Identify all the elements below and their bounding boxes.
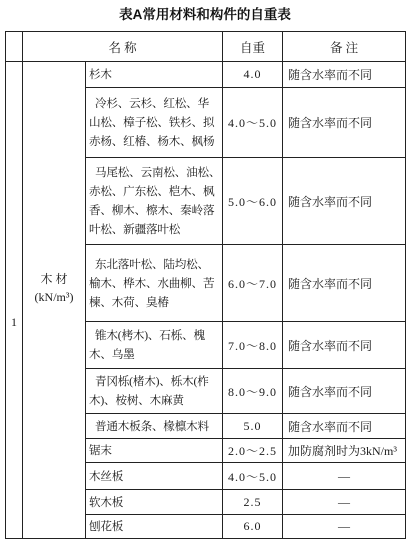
header-weight: 自重 xyxy=(240,40,266,55)
self-weight-value: 5.0 xyxy=(243,418,262,433)
self-weight-value: 8.0～9.0 xyxy=(228,384,278,399)
self-weight-cell xyxy=(223,88,283,158)
self-weight-cell xyxy=(223,414,283,439)
material-name-line: 赤杨、红椿、杨木、枫杨 xyxy=(89,135,215,148)
remark-cell xyxy=(283,158,406,245)
material-name-line: 楝、木荷、臭椿 xyxy=(89,295,169,309)
self-weight-value: 2.0～2.5 xyxy=(228,444,278,458)
material-name-cell xyxy=(86,463,223,490)
material-name-line: 刨花板 xyxy=(89,520,124,533)
remark-text: 随含水率而不同 xyxy=(288,116,373,130)
self-weight-cell xyxy=(223,369,283,414)
material-row xyxy=(6,62,406,88)
material-name-line: 软木板 xyxy=(89,495,124,509)
header-name: 名 称 xyxy=(108,40,137,55)
self-weight-value: 4.0～5.0 xyxy=(228,469,278,484)
remark-cell xyxy=(283,62,406,88)
header-remark: 备 注 xyxy=(329,40,359,55)
material-name-line: 榆木、桦木、水曲柳、苦 xyxy=(89,276,215,290)
remark-text: — xyxy=(338,494,351,509)
header-remark-cell xyxy=(283,32,406,62)
self-weight-cell xyxy=(223,439,283,463)
remark-cell xyxy=(283,414,406,439)
item-number-cell xyxy=(6,62,23,539)
material-name-cell xyxy=(86,490,223,515)
material-name-line: 普通木板条、椽檩木料 xyxy=(95,419,209,433)
material-name-line: 山松、樟子松、铁杉、拟 xyxy=(89,116,215,129)
remark-text: 随含水率而不同 xyxy=(288,68,373,82)
self-weight-cell xyxy=(223,245,283,322)
self-weight-value: 5.0～6.0 xyxy=(228,194,278,209)
remark-cell xyxy=(283,439,406,463)
category-unit: (kN/m³) xyxy=(34,289,74,304)
remark-cell xyxy=(283,369,406,414)
self-weight-value: 4.0 xyxy=(243,67,262,81)
material-name-line: 木丝板 xyxy=(89,469,124,483)
remark-text: 随含水率而不同 xyxy=(288,338,373,353)
remark-cell xyxy=(283,463,406,490)
self-weight-value: 2.5 xyxy=(243,494,262,509)
self-weight-cell xyxy=(223,463,283,490)
material-name-cell xyxy=(86,515,223,539)
item-number: 1 xyxy=(11,315,17,329)
remark-cell xyxy=(283,88,406,158)
self-weight-value: 6.0 xyxy=(243,519,262,533)
remark-text: — xyxy=(338,519,351,533)
material-name-line: 木)、桉树、木麻黄 xyxy=(89,394,184,407)
header-name-cell xyxy=(23,32,223,62)
header-row xyxy=(6,32,406,62)
remark-cell xyxy=(283,515,406,539)
remark-text: 随含水率而不同 xyxy=(288,194,373,209)
material-name-cell xyxy=(86,245,223,322)
self-weight-value: 6.0～7.0 xyxy=(228,276,278,291)
material-name-line: 马尾松、云南松、油松、 xyxy=(95,166,221,179)
remark-cell xyxy=(283,245,406,322)
material-name-line: 叶松、新疆落叶松 xyxy=(89,223,181,236)
category-cell xyxy=(23,62,86,539)
table-title: 表A常用材料和构件的自重表 xyxy=(119,7,291,22)
header-index-cell xyxy=(6,32,23,62)
remark-text: 随含水率而不同 xyxy=(288,384,373,399)
material-name-line: 锥木(栲木)、石栎、槐 xyxy=(95,329,205,342)
remark-cell xyxy=(283,322,406,369)
material-name-line: 杉木 xyxy=(89,68,112,81)
self-weight-value: 7.0～8.0 xyxy=(228,338,278,353)
material-name-line: 锯末 xyxy=(89,444,112,457)
material-name-line: 冷杉、云杉、红松、华 xyxy=(95,97,209,110)
header-weight-cell xyxy=(223,32,283,62)
remark-text: — xyxy=(338,468,351,483)
material-name-line: 木、乌墨 xyxy=(89,348,135,361)
category-label: 木 材 xyxy=(40,271,68,286)
material-name-cell xyxy=(86,158,223,245)
self-weight-cell xyxy=(223,322,283,369)
material-name-cell xyxy=(86,369,223,414)
material-name-line: 香、柳木、檫木、秦岭落 xyxy=(89,204,215,217)
self-weight-value: 4.0～5.0 xyxy=(228,116,278,130)
remark-text: 随含水率而不同 xyxy=(288,419,373,434)
material-name-cell xyxy=(86,439,223,463)
remark-text: 加防腐剂时为3kN/m³ xyxy=(288,444,397,458)
material-name-line: 东北落叶松、陆均松、 xyxy=(95,257,209,271)
remark-cell xyxy=(283,490,406,515)
material-name-cell xyxy=(86,414,223,439)
material-name-line: 青冈栎(楮木)、栎木(柞 xyxy=(95,375,209,388)
self-weight-table xyxy=(5,31,406,539)
self-weight-cell xyxy=(223,515,283,539)
self-weight-cell xyxy=(223,62,283,88)
self-weight-cell xyxy=(223,490,283,515)
self-weight-cell xyxy=(223,158,283,245)
material-name-cell xyxy=(86,322,223,369)
material-name-cell xyxy=(86,88,223,158)
material-name-line: 赤松、广东松、桤木、枫 xyxy=(89,185,215,198)
remark-text: 随含水率而不同 xyxy=(288,276,373,291)
material-name-cell xyxy=(86,62,223,88)
